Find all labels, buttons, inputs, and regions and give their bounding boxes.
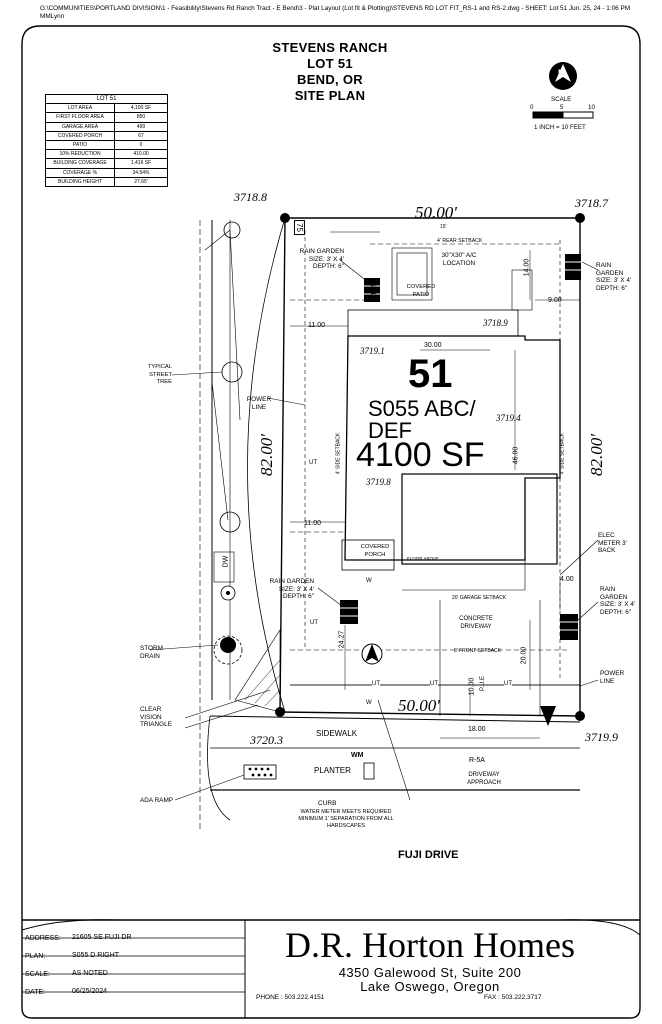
rear-setback-label: 4' REAR SETBACK <box>437 238 483 244</box>
address-label: ADDRESS: <box>25 935 61 942</box>
dim-9: 9.00 <box>548 297 562 304</box>
scale-tick-0: 0 <box>530 104 534 111</box>
dim-top: 50.00' <box>415 203 457 222</box>
callout-storm-drain: STORM DRAIN <box>140 645 163 660</box>
water-meter-box <box>364 763 374 779</box>
monument-tl <box>280 213 290 223</box>
title-line-4: SITE PLAN <box>294 88 366 103</box>
title-line-1: STEVENS RANCH <box>272 40 388 55</box>
side-setback-left-label: 4' SIDE SETBACK <box>335 432 342 475</box>
lot-summary-table <box>45 94 168 187</box>
callout-rain-garden-tl: RAIN GARDEN SIZE: 3' X 4' DEPTH: 6" <box>299 248 344 270</box>
driveway-approach-label: DRIVEWAY APPROACH <box>467 772 501 786</box>
table-row: 10% REDUCTION 410.00 <box>46 150 168 159</box>
rain-garden-tr <box>565 254 581 280</box>
dim-18: 18.00 <box>468 726 486 733</box>
lot-table-header: LOT 51 <box>46 95 168 104</box>
monument-br <box>575 711 585 721</box>
w-label-1: W <box>366 700 372 706</box>
w-label-2: W <box>366 578 372 584</box>
ut-label-3: UT <box>504 681 512 687</box>
table-row: BUILDING HEIGHT 27.65' <box>46 177 168 186</box>
street-name: FUJI DRIVE <box>398 849 459 861</box>
dim-right: 82.00' <box>586 434 606 476</box>
company-address-1: 4350 Galewood St, Suite 200 <box>338 965 522 980</box>
callout-power-line-right: POWER LINE <box>600 670 625 685</box>
callout-street-tree: TYPICAL STREET TREE <box>147 364 172 385</box>
dw-label: DW <box>222 555 230 568</box>
table-row: COVERAGE % 34.54% <box>46 168 168 177</box>
dim-24-27: 24.27 <box>338 630 346 649</box>
dim-10: 10.00 <box>468 677 476 696</box>
street-tree-icon <box>222 362 242 382</box>
callout-power-line-left: POWER LINE <box>246 396 272 411</box>
file-path-header: G:\COMMUNITIES\PORTLAND DIVISION\1 - Feasibility\Stevens Rd Ranch Tract - E Bend\3 - Plat Layout (Lot fit & Plotting)\STEVENS RD LOT FIT_RS-1 and RS-2.dwg - SHEET: Lot 51 Jun. 25, 24 - 1:06 PM MMLynn <box>40 5 631 20</box>
table-row: FIRST FLOOR AREA 850 <box>46 113 168 122</box>
scale-note: 1 INCH = 10 FEET <box>534 124 586 131</box>
wm-label: WM <box>351 752 364 759</box>
dim-rear-top: 15' <box>440 224 447 230</box>
monument-tr <box>575 213 585 223</box>
callout-rain-garden-tr: RAIN GARDEN SIZE: 3' X 4' DEPTH: 6" <box>596 262 632 292</box>
dim-pue: P.U.E <box>479 676 486 691</box>
table-row: PATIO 0 <box>46 140 168 149</box>
garage-setback-label: 20' GARAGE SETBACK <box>452 595 507 601</box>
company-address-2: Lake Oswego, Oregon <box>360 979 500 994</box>
footer-curve <box>22 920 120 930</box>
floor-above-label: FLOOR ABOVE <box>407 556 440 561</box>
callout-elec-meter: ELEC METER 3' BACK <box>598 532 627 554</box>
north-letter: N <box>558 68 565 78</box>
concrete-driveway-label: CONCRETE DRIVEWAY <box>459 616 493 630</box>
scale-label: SCALE <box>551 96 572 103</box>
dim-bottom: 50.00' <box>398 696 440 715</box>
curb-label: CURB <box>318 800 337 807</box>
dim-4: 4.00 <box>560 576 574 583</box>
water-meter-note: WATER METER MEETS REQUIRED MINIMUM 1' SEPARATION FROM ALL HARDSCAPES <box>298 809 394 830</box>
table-row: COVERED PORCH 67 <box>46 131 168 140</box>
callout-clear-vision: CLEAR VISION TRIANGLE <box>140 706 172 728</box>
ada-ramp <box>244 765 276 779</box>
company-fax: FAX : 503.222.3717 <box>484 994 542 1001</box>
company-phone: PHONE : 503.222.4151 <box>256 994 325 1001</box>
table-row: GARAGE AREA 499 <box>46 122 168 131</box>
dim-30: 30.00 <box>424 342 442 349</box>
lot-area-big: 4100 SF <box>356 436 485 474</box>
title-line-2: LOT 51 <box>307 56 353 71</box>
dim-left: 82.00' <box>256 434 276 476</box>
elevation-tl: 3718.8 <box>234 190 267 204</box>
callout-rain-garden-bl: RAIN GARDEN SIZE: 3' X 4' DEPTH: 6" <box>269 578 314 600</box>
dim-14: 14.00 <box>523 258 531 277</box>
address-value: 21605 SE FUJI DR <box>72 934 132 941</box>
covered-porch-label: COVERED PORCH <box>360 544 390 558</box>
ut-label-5: UT <box>309 460 317 466</box>
scale-tick-5: 5 <box>560 104 564 111</box>
dim-46: 46.00 <box>512 446 520 465</box>
elevation-porch: 3719.8 <box>366 477 391 487</box>
front-setback-label: 8' FRONT SETBACK <box>454 648 501 654</box>
r5a-label: R-5A <box>469 757 485 764</box>
plan-label: PLAN: <box>25 953 46 960</box>
dim-20: 20.00 <box>520 646 528 665</box>
sheet-title <box>230 40 430 104</box>
dim-11a: 11.00 <box>308 322 325 329</box>
rain-garden-bl <box>340 600 358 624</box>
planter-label: PLANTER <box>314 766 351 775</box>
ut-label-1: UT <box>372 681 380 687</box>
callout-ada-ramp: ADA RAMP <box>140 797 174 804</box>
scale-value: AS NOTED <box>72 970 108 977</box>
scale-field-label: SCALE: <box>25 971 50 978</box>
storm-drain-icon <box>220 637 236 653</box>
dim-18-5: 18.50 <box>370 279 378 296</box>
date-value: 06/25/2024 <box>72 988 108 995</box>
dim-11b: 11.00 <box>304 520 321 527</box>
elevation-br: 3719.9 <box>585 730 618 744</box>
side-setback-right-label: 4' SIDE SETBACK <box>559 432 566 475</box>
pole-number: 75 <box>294 220 305 235</box>
ut-label-4: UT <box>310 620 318 626</box>
elevation-bl: 3720.3 <box>250 733 283 747</box>
lot-number: 51 <box>408 352 453 396</box>
plan-value: S055 D RIGHT <box>72 952 120 959</box>
company-name: D.R. Horton Homes <box>285 925 575 965</box>
elevation-front-left: 3719.1 <box>360 346 385 356</box>
covered-patio-label: COVERED PATIO <box>406 284 436 298</box>
table-row: LOT AREA 4,100 SF <box>46 104 168 113</box>
callout-rain-garden-br: RAIN GARDEN SIZE: 3' X 4' DEPTH: 6" <box>600 586 636 616</box>
elevation-tr: 3718.7 <box>575 196 608 210</box>
plan-name: S055 ABC/ DEF <box>368 396 476 443</box>
rain-garden-br <box>560 614 578 640</box>
title-line-3: BEND, OR <box>297 72 363 87</box>
elevation-rear: 3718.9 <box>483 318 508 328</box>
elevation-right: 3719.4 <box>496 413 521 423</box>
sidewalk-label: SIDEWALK <box>316 729 358 738</box>
ut-label-2: UT <box>430 681 438 687</box>
date-label: DATE: <box>25 989 46 996</box>
scale-tick-10: 10 <box>588 104 595 111</box>
table-row: BUILDING COVERAGE 1,416 SF <box>46 159 168 168</box>
ac-location-label: 30"X30" A/C LOCATION <box>441 252 477 267</box>
